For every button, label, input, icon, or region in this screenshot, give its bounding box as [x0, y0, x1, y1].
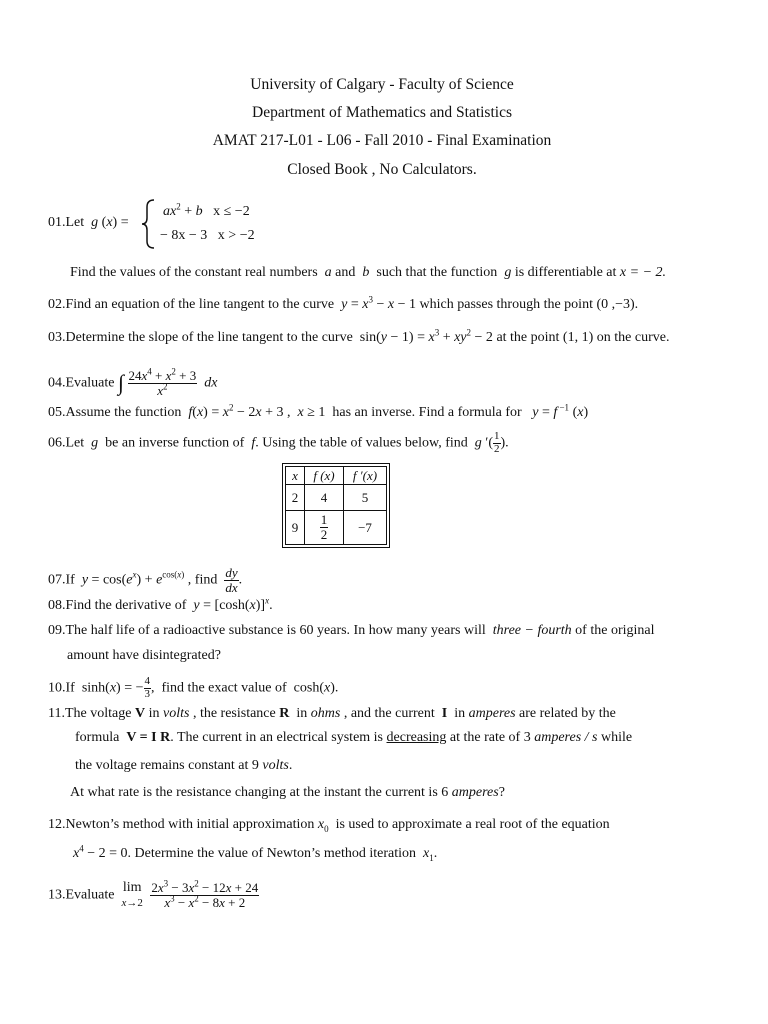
q01-number: 01.	[48, 215, 66, 230]
table-header-f: f (x)	[305, 467, 344, 485]
q11-decreasing: decreasing	[386, 730, 447, 745]
q01-function-name: g	[91, 215, 99, 230]
table-header-x: x	[286, 467, 305, 485]
q13: 13.Evaluate lim x→2 $\frac{2x^3 - 3x^2 - 12x + 24}{x^3 - x^2 - 8x + 2}$	[48, 878, 259, 910]
table-row: 2 4 5	[286, 485, 387, 511]
q01-case-1: $ax^2 + b$ x ≤ −2	[163, 201, 250, 219]
q01-lead: Let	[65, 215, 85, 230]
header-university: University of Calgary - Faculty of Science	[250, 76, 514, 93]
q10: 10.If sinh(x) = − $\frac{4}{3}$ , find the exact value of cosh(x).	[48, 675, 339, 700]
q11-line2: formula V = I R. The current in an electrical system is decreasing at the rate of 3 amperes / s while	[75, 730, 633, 745]
q09-line2: amount have disintegrated?	[67, 648, 221, 663]
q12: 12.Newton’s method with initial approximation $x_0$ is used to approximate a real root of the equation	[48, 817, 610, 834]
q01-question: Find the values of the constant real numbers a and b such that the function g is differentiable at x = − 2.	[70, 265, 667, 280]
q02: 02.Find an equation of the line tangent to the curve $y = x^3 - x - 1$ which passes through the point (0 ,−3).	[48, 294, 639, 312]
table-header-fprime: f ′(x)	[344, 467, 387, 485]
q06: 06.Let g be an inverse function of f. Using the table of values below, find g ′( $\frac{1}{2}$ ).	[48, 430, 509, 455]
header-exam-title: AMAT 217-L01 - L06 - Fall 2010 - Final Examination	[212, 132, 552, 149]
header-department: Department of Mathematics and Statistics	[252, 104, 512, 121]
table-row: 9 $\frac{1}{2}$ −7	[286, 511, 387, 545]
q01-stem: 01.Let g (x) =	[48, 215, 129, 230]
q03: 03.Determine the slope of the line tangent to the curve $\sin(y - 1) = x^3 + xy^2 - 2$ at the point (1, 1) on the curve.	[48, 327, 670, 345]
header-instructions: Closed Book , No Calculators.	[287, 161, 477, 178]
q09: 09.The half life of a radioactive substance is 60 years. In how many years will three − fourth of the original	[48, 623, 655, 638]
q11-line4: At what rate is the resistance changing at the instant the current is 6 amperes?	[70, 785, 505, 800]
q07: 07.If $y = \cos(e^x) + e^{cos(x)}$ , find $\frac{dy}{dx}$ .	[48, 565, 243, 595]
q01-case-2: − 8x − 3 x > −2	[160, 228, 255, 243]
q12-line2: $x^4 - 2 = 0$. Determine the value of Newton’s method iteration $x_1$.	[73, 843, 438, 863]
q04-integrand: $\frac{24x^4 + x^2 + 3}{x^2}$	[128, 366, 197, 398]
q13-limit: lim x→2	[121, 880, 143, 910]
q01-brace	[140, 198, 158, 250]
q11: 11.The voltage V in volts , the resistance R in ohms , and the current I in amperes are related by the	[48, 706, 616, 721]
q04: 04.Evaluate ∫ $\frac{24x^4 + x^2 + 3}{x^2}$ dx	[48, 366, 218, 398]
values-table	[282, 463, 390, 548]
q05: 05.Assume the function $f(x) = x^2 - 2x + 3$ , x ≥ 1 has an inverse. Find a formula for y = f $^{-1}$ (x)	[48, 402, 589, 420]
q11-line3: the voltage remains constant at 9 volts.	[75, 758, 293, 773]
q08: 08.Find the derivative of $y = [\cosh(x)]^x$.	[48, 595, 273, 613]
